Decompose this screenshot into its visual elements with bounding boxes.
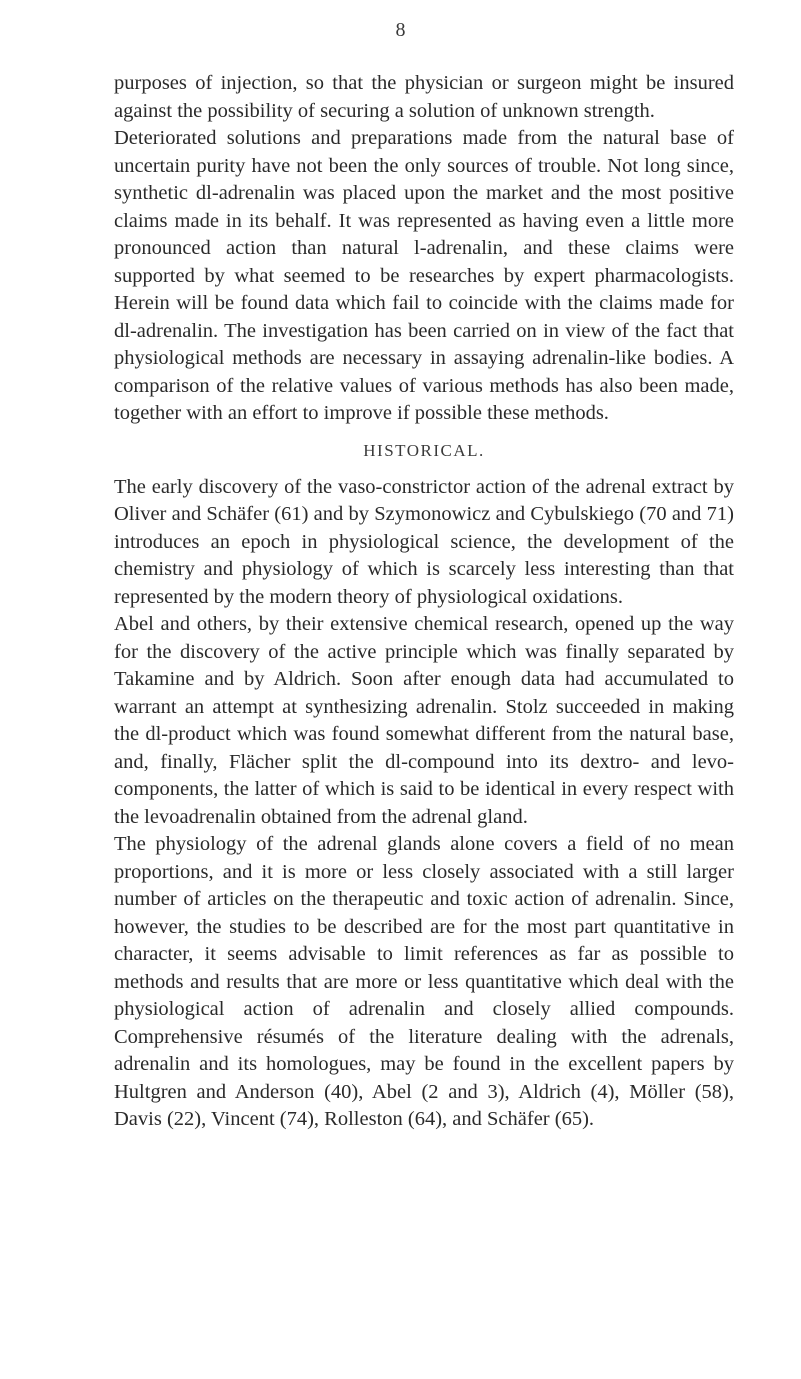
section-heading-historical: HISTORICAL. [363, 440, 485, 460]
paragraph-deteriorated-solutions: Deteriorated solutions and preparations made from the natural base of uncertain purity have not been the only sources of trouble. Not long since, synthetic dl-adrenalin was placed upon the market and the most positive claims made in its behalf. It was represented as having even a little more pronounced action than natural l-adrenalin, and these claims were supported by what seemed to be researches by expert pharmacologists. Herein will be found data which fail to coincide with the claims made for dl-adrenalin. The investigation has been carried on in view of the fact that physiological methods are necessary in assaying adrenalin-like bodies. A comparison of the relative values of various methods has also been made, together with an effort to improve if possible these methods. [114, 127, 734, 424]
paragraph-physiology-adrenal: The physiology of the adrenal glands alone covers a field of no mean proportions, and it is more or less closely associated with a still larger number of articles on the therapeutic and toxic action of adrenalin. Since, however, the studies to be described are for the most part quantitative in character, it seems advisable to limit references as far as possible to methods and results that are more or less quantitative which deal with the physiological action of adrenalin and closely allied compounds. Comprehensive résumés of the literature dealing with the adrenals, adrenalin and its homologues, may be found in the excellent papers by Hultgren and Anderson (40), Abel (2 and 3), Aldrich (4), Möller (58), Davis (22), Vincent (74), Rolleston (64), and Schäfer (65). [114, 833, 734, 1130]
paragraph-intro-continuation: purposes of injection, so that the physician or surgeon might be insured against the possibility of securing a solution of unknown strength. [114, 72, 734, 122]
body-text [114, 70, 734, 1134]
paragraph-early-discovery: The early discovery of the vaso-constrictor action of the adrenal extract by Oliver and Schäfer (61) and by Szymonowicz and Cybulskiego (70 and 71) introduces an epoch in physiological science, the development of the chemistry and physiology of which is scarcely less interesting than that represented by the modern theory of physiological oxidations. [114, 475, 734, 608]
page-number: 8 [395, 19, 406, 41]
paragraph-abel-research: Abel and others, by their extensive chemical research, opened up the way for the discovery of the active principle which was finally separated by Takamine and by Aldrich. Soon after enough data had accumulated to warrant an attempt at synthesizing adrenalin. Stolz succeeded in making the dl-product which was found somewhat different from the natural base, and, finally, Flächer split the dl-compound into its dextro- and levo- components, the latter of which is said to be identical in every respect with the levoadrenalin obtained from the adrenal gland. [114, 613, 734, 828]
